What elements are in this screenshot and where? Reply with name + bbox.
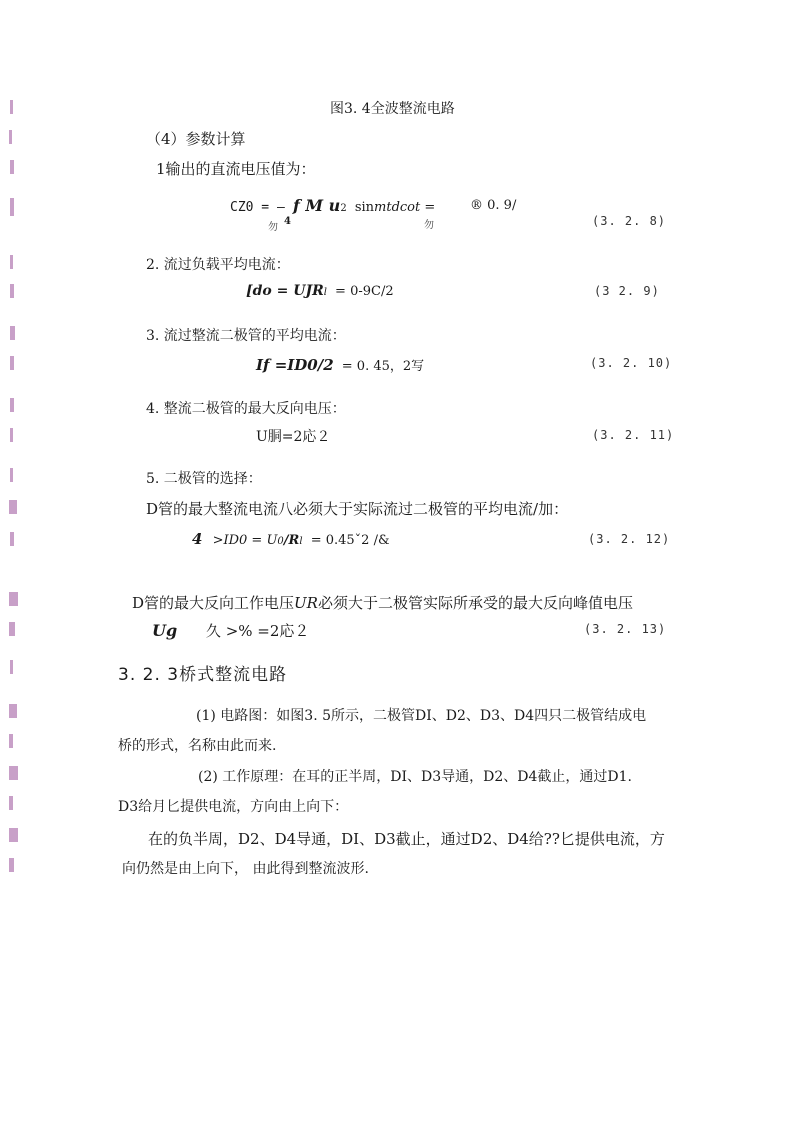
equation-number: (3. 2. 12) (588, 532, 671, 546)
margin-mark (6, 428, 20, 442)
item-label: 2. 流过负载平均电流： (146, 257, 290, 273)
margin-mark (6, 468, 20, 482)
paragraph-text: D管的最大反向工作电压 (132, 594, 295, 612)
paragraph-line: (2) 工作原理：在耳的正半周，DI、D3导通，D2、D4截止，通过D1. (198, 769, 633, 785)
equation (230, 196, 435, 215)
eq-sub: l (323, 287, 327, 298)
equation-number: (3. 2. 10) (590, 356, 673, 370)
eq-value: ® 0. 9/ (470, 198, 517, 213)
equation-number: (3. 2. 8) (592, 214, 667, 228)
margin-mark (6, 398, 20, 412)
margin-mark (6, 858, 20, 872)
margin-mark (6, 198, 20, 212)
eq-sub: 0 (277, 536, 284, 547)
margin-mark (6, 160, 20, 174)
margin-mark (6, 766, 20, 780)
paragraph: D管的最大整流电流八必须大于实际流过二极管的平均电流/加： (146, 500, 569, 518)
eq-text: CZ0 = — (230, 200, 285, 215)
eq-text: If =ID0/2 (256, 356, 334, 374)
eq-text: f M u (292, 196, 341, 215)
paragraph-line: D3给月匕提供电流，方向由上向下： (118, 799, 349, 815)
eq-text: 4 (192, 530, 203, 548)
margin-mark (6, 828, 20, 842)
paragraph-line: (1) 电路图：如图3. 5所示，二极管DI、D2、D3、D4四只二极管结成电 (196, 708, 647, 724)
paragraph-text: UR (294, 594, 318, 612)
margin-mark (6, 532, 20, 546)
figure-caption: 图3. 4全波整流电路 (330, 101, 455, 117)
item-label: 1输出的直流电压值为： (156, 160, 316, 178)
eq-sub: 2 (340, 203, 347, 214)
eq-text: 久 >% (205, 622, 253, 640)
margin-mark (6, 100, 20, 114)
equation (246, 283, 394, 299)
eq-under: 勿 (424, 220, 434, 231)
margin-mark (6, 734, 20, 748)
eq-under: 勿 (268, 222, 278, 233)
eq-under: 4 (284, 216, 291, 227)
paragraph-line: 在的负半周，D2、D4导通，DI、D3截止，通过D2、D4给??匕提供电流，方 (148, 830, 665, 848)
eq-text: sin (354, 200, 375, 215)
eq-text: Ug (152, 621, 178, 640)
eq-value: = 0-9C/2 (335, 284, 394, 299)
margin-mark (6, 500, 20, 514)
paragraph-text: 必须大于二极管实际所承受的最大反向峰值电压 (317, 594, 633, 612)
margin-mark (6, 660, 20, 674)
eq-value: =2応２ (257, 622, 310, 640)
margin-mark (6, 284, 20, 298)
item-label: 3. 流过整流二极管的平均电流： (146, 328, 346, 344)
section-heading: （4）参数计算 (146, 130, 246, 148)
eq-value: = 0. 45，2写 (341, 359, 425, 374)
margin-mark (6, 326, 20, 340)
margin-mark (6, 796, 20, 810)
eq-sub: l (299, 536, 303, 547)
paragraph (132, 592, 633, 613)
eq-value: = 0.45ˇ2 /& (310, 533, 390, 548)
paragraph-line: 向仍然是由上向下， 由此得到整流波形. (122, 861, 369, 877)
equation-number: (3. 2. 11) (592, 428, 675, 442)
margin-mark (6, 356, 20, 370)
item-label: 4. 整流二极管的最大反向电压： (146, 401, 346, 417)
section-heading: 3. 2. 3桥式整流电路 (118, 665, 288, 685)
margin-mark (6, 255, 20, 269)
eq-text: mtdcot (374, 200, 421, 215)
equation-number: (3. 2. 13) (584, 622, 667, 636)
eq-text: >ID0 = U (212, 533, 278, 548)
paragraph-line: 桥的形式，名称由此而来. (118, 738, 277, 754)
margin-mark (6, 622, 20, 636)
eq-text: = (424, 200, 436, 215)
margin-mark (6, 130, 20, 144)
equation (192, 530, 390, 548)
equation: U胴=2応２ (256, 429, 331, 445)
margin-mark (6, 704, 20, 718)
eq-text: /R (283, 533, 300, 548)
equation-number: (3 2. 9) (594, 284, 660, 298)
margin-mark (6, 592, 20, 606)
equation (152, 620, 309, 641)
eq-text: [do = UJR (246, 283, 324, 299)
equation (256, 355, 424, 374)
item-label: 5. 二极管的选择： (146, 471, 262, 487)
